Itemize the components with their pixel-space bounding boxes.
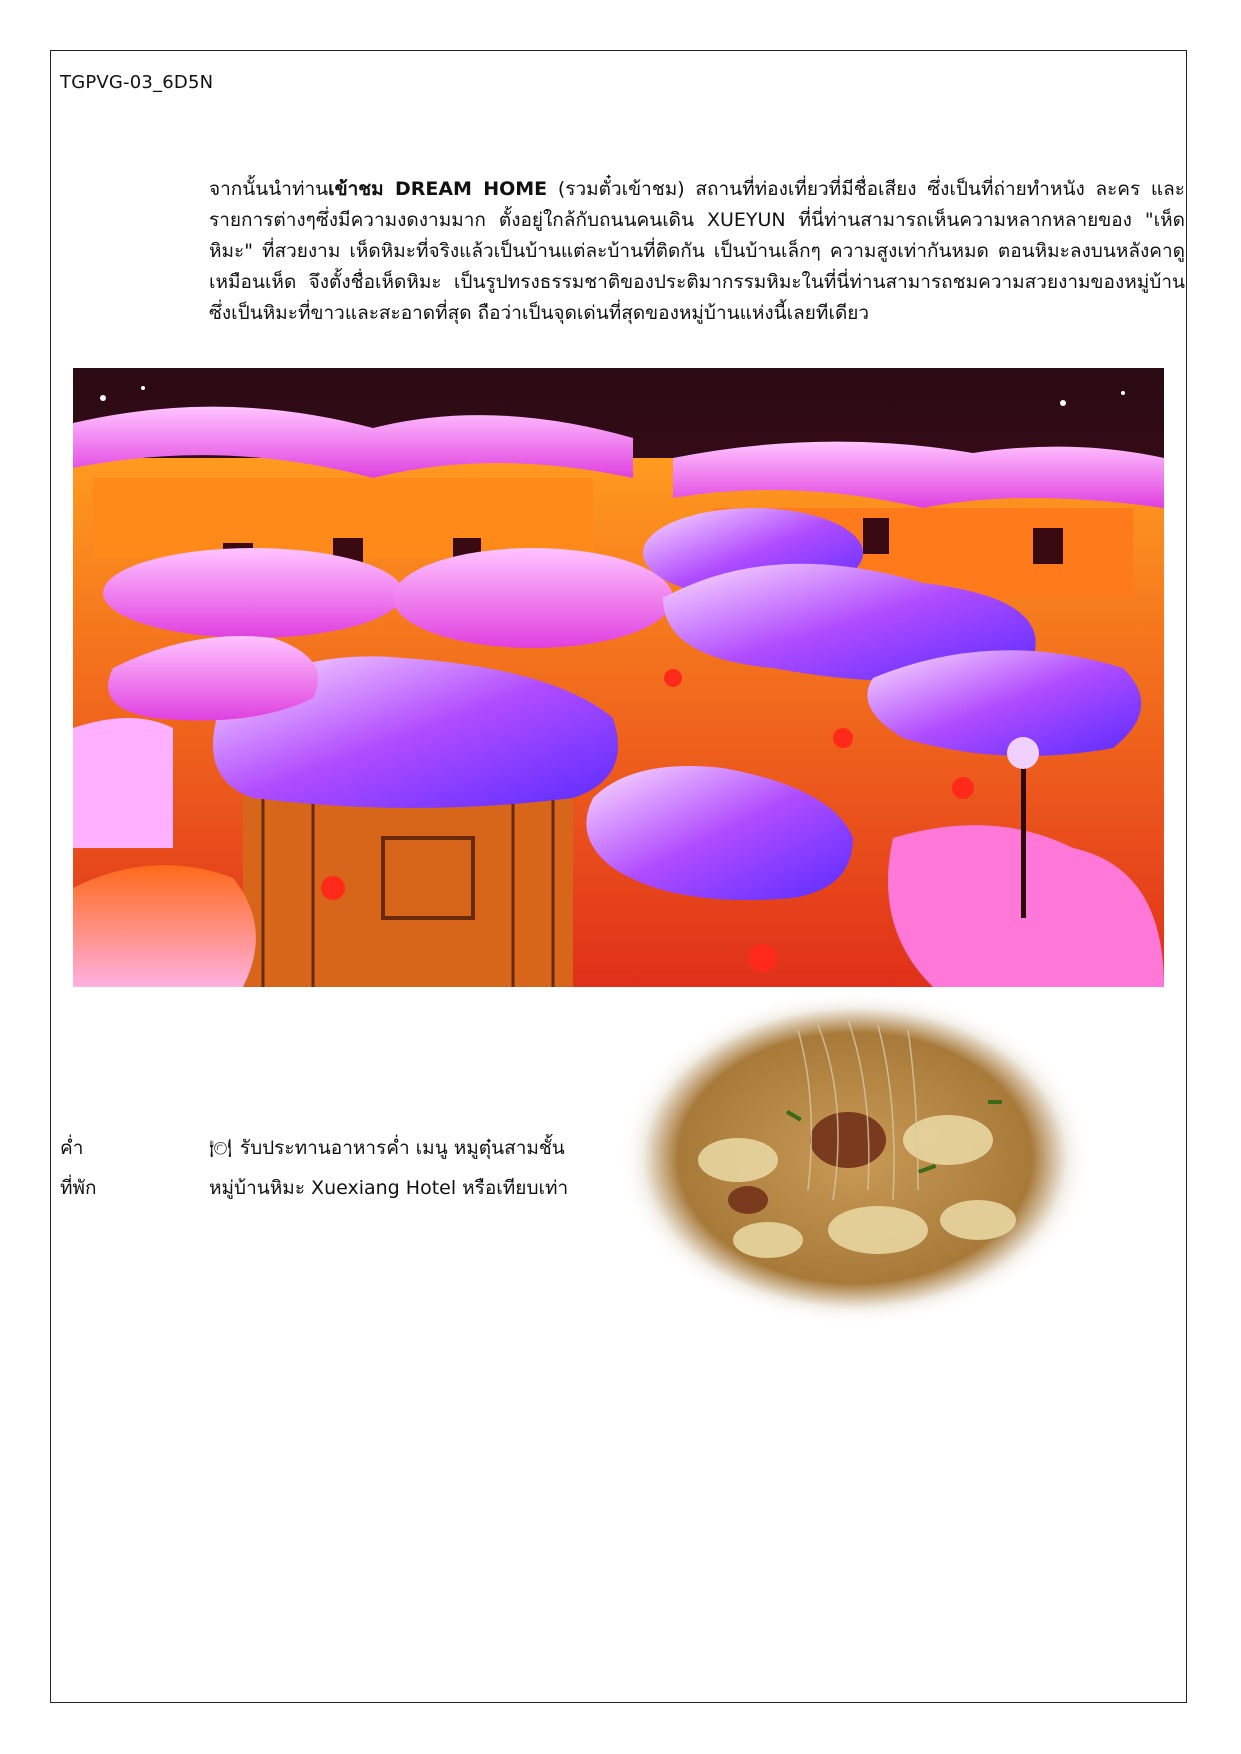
snow-village-photo: [73, 368, 1164, 987]
dinner-value: [209, 1133, 565, 1163]
dinner-label: ค่ำ: [60, 1137, 84, 1159]
braised-pork-dish-photo: [618, 990, 1093, 1327]
hotel-value: หมู่บ้านหิมะ Xuexiang Hotel หรือเทียบเท่า: [209, 1177, 569, 1199]
hotel-label: ที่พัก: [60, 1177, 97, 1199]
document-code: TGPVG-03_6D5N: [60, 72, 214, 93]
paragraph-intro: จากนั้นนำท่าน: [209, 178, 329, 200]
dish-icon: 🍽: [209, 1138, 232, 1159]
paragraph-body: (รวมตั๋วเข้าชม) สถานที่ท่องเที่ยวที่มีชื่อเสียง ซึ่งเป็นที่ถ่ายทำหนัง ละคร และรายการต่างๆซึ่งมีความงดงามมาก ตั้งอยู่ใกล้กับถนนคนเดิน XUEYUN ที่นี่ท่านสามารถเห็นความหลากหลายของ "เห็ดหิมะ" ที่สวยงาม เห็ดหิมะที่จริงแล้วเป็นบ้านแต่ละบ้านที่ติดกัน เป็นบ้านเล็กๆ ความสูงเท่ากันหมด ตอนหิมะลงบนหลังคาดูเหมือนเห็ด จึงตั้งชื่อเห็ดหิมะ เป็นรูปทรงธรรมชาติของประติมากรรมหิมะในที่นี่ท่านสามารถชมความสวยงามของหมู่บ้าน ซึ่งเป็นหิมะที่ขาวและสะอาดที่สุด ถือว่าเป็นจุดเด่นที่สุดของหมู่บ้านแห่งนี้เลยทีเดียว: [209, 178, 1186, 324]
paragraph-highlight: เข้าชม DREAM HOME: [328, 178, 548, 200]
dinner-text: รับประทานอาหารค่ำ เมนู หมูตุ๋นสามชั้น: [239, 1137, 565, 1159]
description-paragraph: [209, 174, 1185, 329]
